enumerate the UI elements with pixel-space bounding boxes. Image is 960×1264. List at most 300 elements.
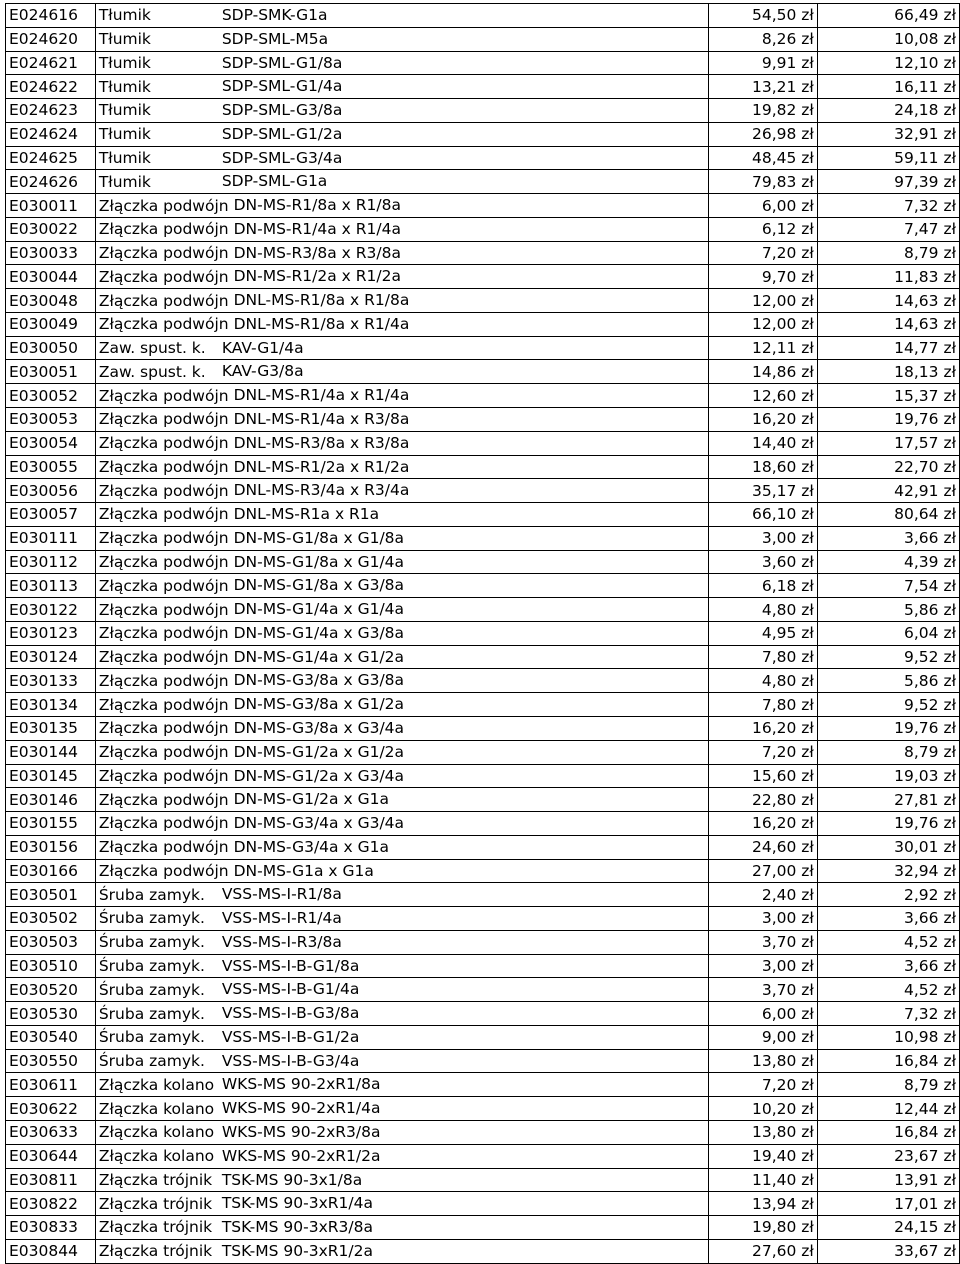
product-name: Złączka podwójn bbox=[98, 410, 229, 429]
product-code-cell: E030049 bbox=[6, 312, 96, 336]
table-row bbox=[6, 312, 960, 336]
gross-price-cell: 3,66 zł bbox=[817, 907, 959, 931]
product-model: VSS-MS-I-R3/8a bbox=[221, 932, 342, 951]
product-code-cell: E030011 bbox=[6, 194, 96, 218]
gross-price-cell: 80,64 zł bbox=[817, 503, 959, 527]
product-code-cell: E030503 bbox=[6, 930, 96, 954]
gross-price-cell: 32,91 zł bbox=[817, 122, 959, 146]
net-price-cell: 3,70 zł bbox=[709, 978, 818, 1002]
product-code-cell: E024625 bbox=[6, 146, 96, 170]
product-name: Złączka podwójn bbox=[98, 576, 229, 595]
product-code-cell: E030051 bbox=[6, 360, 96, 384]
product-model: DNL-MS-R3/8a x R3/8a bbox=[233, 433, 410, 452]
product-name: Złączka podwójn bbox=[98, 220, 229, 239]
product-code-cell: E030540 bbox=[6, 1025, 96, 1049]
product-name: Tłumik bbox=[98, 6, 151, 25]
product-description-cell bbox=[95, 1216, 708, 1240]
product-name: Złączka podwójn bbox=[98, 315, 229, 334]
product-code-cell: E030644 bbox=[6, 1144, 96, 1168]
table-row bbox=[6, 1192, 960, 1216]
net-price-cell: 16,20 zł bbox=[709, 812, 818, 836]
table-row bbox=[6, 669, 960, 693]
net-price-cell: 2,40 zł bbox=[709, 883, 818, 907]
table-row bbox=[6, 479, 960, 503]
net-price-cell: 12,11 zł bbox=[709, 336, 818, 360]
product-name: Złączka podwójn bbox=[98, 386, 229, 405]
net-price-cell: 14,40 zł bbox=[709, 431, 818, 455]
product-name: Śruba zamyk. bbox=[98, 1028, 205, 1047]
product-name: Tłumik bbox=[98, 53, 151, 72]
net-price-cell: 9,00 zł bbox=[709, 1025, 818, 1049]
gross-price-cell: 10,08 zł bbox=[817, 27, 959, 51]
gross-price-cell: 66,49 zł bbox=[817, 4, 959, 28]
net-price-cell: 4,95 zł bbox=[709, 621, 818, 645]
product-model: DNL-MS-R1/8a x R1/8a bbox=[233, 291, 410, 310]
gross-price-cell: 9,52 zł bbox=[817, 693, 959, 717]
net-price-cell: 16,20 zł bbox=[709, 716, 818, 740]
gross-price-cell: 16,11 zł bbox=[817, 75, 959, 99]
product-description-cell bbox=[95, 360, 708, 384]
product-model: VSS-MS-I-B-G1/4a bbox=[221, 980, 360, 999]
net-price-cell: 22,80 zł bbox=[709, 788, 818, 812]
product-description-cell bbox=[95, 289, 708, 313]
table-row bbox=[6, 621, 960, 645]
product-code-cell: E030166 bbox=[6, 859, 96, 883]
net-price-cell: 4,80 zł bbox=[709, 598, 818, 622]
table-row bbox=[6, 716, 960, 740]
product-model: KAV-G1/4a bbox=[221, 338, 304, 357]
product-description-cell bbox=[95, 75, 708, 99]
product-code-cell: E030055 bbox=[6, 455, 96, 479]
product-model: SDP-SML-G3/8a bbox=[221, 101, 343, 120]
product-code-cell: E030113 bbox=[6, 574, 96, 598]
product-description-cell bbox=[95, 669, 708, 693]
product-name: Złączka podwójn bbox=[98, 244, 229, 263]
net-price-cell: 3,70 zł bbox=[709, 930, 818, 954]
product-code-cell: E030112 bbox=[6, 550, 96, 574]
product-model: VSS-MS-I-R1/4a bbox=[221, 909, 342, 928]
table-row bbox=[6, 265, 960, 289]
table-row bbox=[6, 51, 960, 75]
table-row bbox=[6, 4, 960, 28]
product-description-cell bbox=[95, 217, 708, 241]
product-model: DN-MS-G1/4a x G1/2a bbox=[233, 647, 405, 666]
gross-price-cell: 14,63 zł bbox=[817, 289, 959, 313]
net-price-cell: 27,00 zł bbox=[709, 859, 818, 883]
product-name: Złączka kolano bbox=[98, 1099, 215, 1118]
net-price-cell: 12,00 zł bbox=[709, 312, 818, 336]
product-description-cell bbox=[95, 740, 708, 764]
product-description-cell bbox=[95, 574, 708, 598]
product-model: TSK-MS 90-3xR1/2a bbox=[221, 1241, 373, 1260]
gross-price-cell: 7,32 zł bbox=[817, 1002, 959, 1026]
table-row bbox=[6, 99, 960, 123]
product-description-cell bbox=[95, 550, 708, 574]
net-price-cell: 12,00 zł bbox=[709, 289, 818, 313]
product-code-cell: E030050 bbox=[6, 336, 96, 360]
product-name: Śruba zamyk. bbox=[98, 885, 205, 904]
product-code-cell: E030123 bbox=[6, 621, 96, 645]
gross-price-cell: 12,10 zł bbox=[817, 51, 959, 75]
product-name: Złączka podwójn bbox=[98, 695, 229, 714]
product-code-cell: E030622 bbox=[6, 1097, 96, 1121]
product-model: DN-MS-G3/4a x G3/4a bbox=[233, 814, 405, 833]
net-price-cell: 11,40 zł bbox=[709, 1168, 818, 1192]
net-price-cell: 19,40 zł bbox=[709, 1144, 818, 1168]
product-model: DNL-MS-R1/8a x R1/4a bbox=[233, 314, 410, 333]
product-description-cell bbox=[95, 764, 708, 788]
table-row bbox=[6, 360, 960, 384]
product-description-cell bbox=[95, 503, 708, 527]
table-row bbox=[6, 146, 960, 170]
net-price-cell: 3,60 zł bbox=[709, 550, 818, 574]
table-row bbox=[6, 289, 960, 313]
product-model: DN-MS-G3/8a x G1/2a bbox=[233, 695, 405, 714]
product-description-cell bbox=[95, 479, 708, 503]
product-model: DN-MS-G3/4a x G1a bbox=[233, 837, 389, 856]
product-name: Zaw. spust. k. bbox=[98, 362, 206, 381]
product-name: Śruba zamyk. bbox=[98, 957, 205, 975]
product-model: TSK-MS 90-3x1/8a bbox=[221, 1170, 363, 1189]
table-row bbox=[6, 170, 960, 194]
table-row bbox=[6, 455, 960, 479]
net-price-cell: 13,94 zł bbox=[709, 1192, 818, 1216]
product-code-cell: E030501 bbox=[6, 883, 96, 907]
product-description-cell bbox=[95, 788, 708, 812]
product-model: TSK-MS 90-3xR1/4a bbox=[221, 1194, 373, 1213]
product-model: DNL-MS-R1/2a x R1/2a bbox=[233, 457, 410, 476]
product-code-cell: E030122 bbox=[6, 598, 96, 622]
product-name: Złączka podwójn bbox=[98, 434, 229, 453]
product-description-cell bbox=[95, 455, 708, 479]
product-model: DNL-MS-R3/4a x R3/4a bbox=[233, 481, 410, 500]
product-description-cell bbox=[95, 4, 708, 28]
product-name: Złączka podwójn bbox=[98, 719, 229, 738]
gross-price-cell: 32,94 zł bbox=[817, 859, 959, 883]
net-price-cell: 10,20 zł bbox=[709, 1097, 818, 1121]
gross-price-cell: 18,13 zł bbox=[817, 360, 959, 384]
product-model: VSS-MS-I-R1/8a bbox=[221, 885, 342, 904]
table-row bbox=[6, 1120, 960, 1144]
table-row bbox=[6, 1168, 960, 1192]
table-row bbox=[6, 574, 960, 598]
table-row bbox=[6, 788, 960, 812]
product-code-cell: E024623 bbox=[6, 99, 96, 123]
product-model: KAV-G3/8a bbox=[221, 362, 304, 381]
product-description-cell bbox=[95, 241, 708, 265]
product-name: Złączka podwójn bbox=[98, 196, 229, 215]
product-name: Śruba zamyk. bbox=[98, 980, 205, 999]
product-name: Złączka kolano bbox=[98, 1147, 215, 1166]
product-model: DN-MS-G1/4a x G1/4a bbox=[233, 600, 405, 619]
gross-price-cell: 3,66 zł bbox=[817, 526, 959, 550]
product-description-cell bbox=[95, 51, 708, 75]
product-code-cell: E030052 bbox=[6, 384, 96, 408]
product-description-cell bbox=[95, 1097, 708, 1121]
product-description-cell bbox=[95, 384, 708, 408]
table-row bbox=[6, 122, 960, 146]
product-description-cell bbox=[95, 716, 708, 740]
product-model: DN-MS-R1/8a x R1/8a bbox=[233, 196, 401, 215]
price-table bbox=[5, 3, 960, 1264]
net-price-cell: 6,12 zł bbox=[709, 217, 818, 241]
product-description-cell bbox=[95, 812, 708, 836]
table-row bbox=[6, 408, 960, 432]
product-model: DN-MS-G1a x G1a bbox=[233, 861, 374, 880]
net-price-cell: 35,17 zł bbox=[709, 479, 818, 503]
product-model: WKS-MS 90-2xR1/4a bbox=[221, 1099, 381, 1118]
gross-price-cell: 11,83 zł bbox=[817, 265, 959, 289]
product-description-cell bbox=[95, 978, 708, 1002]
product-name: Złączka podwójn bbox=[98, 529, 229, 548]
product-model: DN-MS-G1/4a x G3/8a bbox=[233, 623, 405, 642]
product-code-cell: E030134 bbox=[6, 693, 96, 717]
product-name: Złączka trójnik bbox=[98, 1170, 213, 1189]
gross-price-cell: 5,86 zł bbox=[817, 669, 959, 693]
product-code-cell: E030133 bbox=[6, 669, 96, 693]
product-name: Złączka trójnik bbox=[98, 1194, 213, 1213]
gross-price-cell: 42,91 zł bbox=[817, 479, 959, 503]
net-price-cell: 48,45 zł bbox=[709, 146, 818, 170]
net-price-cell: 6,00 zł bbox=[709, 1002, 818, 1026]
product-description-cell bbox=[95, 1192, 708, 1216]
product-name: Złączka podwójn bbox=[98, 267, 229, 286]
gross-price-cell: 2,92 zł bbox=[817, 883, 959, 907]
gross-price-cell: 8,79 zł bbox=[817, 740, 959, 764]
product-code-cell: E030502 bbox=[6, 907, 96, 931]
product-model: DN-MS-G1/2a x G3/4a bbox=[233, 766, 405, 785]
product-description-cell bbox=[95, 312, 708, 336]
product-name: Tłumik bbox=[98, 172, 151, 191]
product-description-cell bbox=[95, 194, 708, 218]
product-model: TSK-MS 90-3xR3/8a bbox=[221, 1218, 373, 1237]
product-name: Złączka kolano bbox=[98, 1123, 215, 1142]
product-code-cell: E030111 bbox=[6, 526, 96, 550]
product-code-cell: E024621 bbox=[6, 51, 96, 75]
gross-price-cell: 7,32 zł bbox=[817, 194, 959, 218]
gross-price-cell: 5,86 zł bbox=[817, 598, 959, 622]
gross-price-cell: 4,39 zł bbox=[817, 550, 959, 574]
table-row bbox=[6, 859, 960, 883]
product-model: VSS-MS-I-B-G3/4a bbox=[221, 1051, 360, 1070]
product-description-cell bbox=[95, 835, 708, 859]
product-name: Tłumik bbox=[98, 125, 151, 144]
product-model: SDP-SML-G1/4a bbox=[221, 77, 343, 96]
product-model: VSS-MS-I-B-G1/8a bbox=[221, 956, 360, 975]
gross-price-cell: 19,76 zł bbox=[817, 716, 959, 740]
table-row bbox=[6, 907, 960, 931]
gross-price-cell: 19,76 zł bbox=[817, 812, 959, 836]
product-code-cell: E030156 bbox=[6, 835, 96, 859]
product-description-cell bbox=[95, 1049, 708, 1073]
product-description-cell bbox=[95, 526, 708, 550]
table-row bbox=[6, 1097, 960, 1121]
product-code-cell: E024624 bbox=[6, 122, 96, 146]
product-model: DN-MS-G3/8a x G3/8a bbox=[233, 671, 405, 690]
table-row bbox=[6, 503, 960, 527]
product-name: Złączka podwójn bbox=[98, 743, 229, 762]
gross-price-cell: 17,01 zł bbox=[817, 1192, 959, 1216]
product-model: VSS-MS-I-B-G3/8a bbox=[221, 1004, 360, 1023]
product-description-cell bbox=[95, 431, 708, 455]
net-price-cell: 66,10 zł bbox=[709, 503, 818, 527]
net-price-cell: 13,80 zł bbox=[709, 1049, 818, 1073]
table-row bbox=[6, 27, 960, 51]
gross-price-cell: 19,76 zł bbox=[817, 408, 959, 432]
gross-price-cell: 6,04 zł bbox=[817, 621, 959, 645]
net-price-cell: 3,00 zł bbox=[709, 526, 818, 550]
product-description-cell bbox=[95, 1120, 708, 1144]
product-description-cell bbox=[95, 1073, 708, 1097]
product-name: Śruba zamyk. bbox=[98, 1052, 205, 1071]
table-row bbox=[6, 883, 960, 907]
product-description-cell bbox=[95, 859, 708, 883]
product-description-cell bbox=[95, 336, 708, 360]
gross-price-cell: 22,70 zł bbox=[817, 455, 959, 479]
table-row bbox=[6, 930, 960, 954]
gross-price-cell: 19,03 zł bbox=[817, 764, 959, 788]
net-price-cell: 7,20 zł bbox=[709, 241, 818, 265]
product-name: Złączka podwójn bbox=[98, 838, 229, 857]
product-description-cell bbox=[95, 930, 708, 954]
product-code-cell: E030155 bbox=[6, 812, 96, 836]
gross-price-cell: 14,77 zł bbox=[817, 336, 959, 360]
product-name: Tłumik bbox=[98, 30, 151, 49]
gross-price-cell: 3,66 zł bbox=[817, 954, 959, 978]
net-price-cell: 3,00 zł bbox=[709, 907, 818, 931]
product-description-cell bbox=[95, 954, 708, 978]
product-code-cell: E030550 bbox=[6, 1049, 96, 1073]
gross-price-cell: 12,44 zł bbox=[817, 1097, 959, 1121]
product-code-cell: E024622 bbox=[6, 75, 96, 99]
gross-price-cell: 59,11 zł bbox=[817, 146, 959, 170]
table-row bbox=[6, 645, 960, 669]
table-row bbox=[6, 693, 960, 717]
gross-price-cell: 10,98 zł bbox=[817, 1025, 959, 1049]
product-name: Złączka trójnik bbox=[98, 1218, 213, 1237]
table-row bbox=[6, 812, 960, 836]
product-model: WKS-MS 90-2xR1/2a bbox=[221, 1146, 381, 1165]
table-row bbox=[6, 194, 960, 218]
net-price-cell: 8,26 zł bbox=[709, 27, 818, 51]
net-price-cell: 4,80 zł bbox=[709, 669, 818, 693]
table-row bbox=[6, 954, 960, 978]
table-row bbox=[6, 550, 960, 574]
product-description-cell bbox=[95, 146, 708, 170]
net-price-cell: 9,70 zł bbox=[709, 265, 818, 289]
product-description-cell bbox=[95, 1002, 708, 1026]
product-code-cell: E030053 bbox=[6, 408, 96, 432]
net-price-cell: 9,91 zł bbox=[709, 51, 818, 75]
product-description-cell bbox=[95, 265, 708, 289]
product-description-cell bbox=[95, 645, 708, 669]
price-table-body bbox=[6, 4, 960, 1264]
product-name: Zaw. spust. k. bbox=[98, 339, 206, 358]
gross-price-cell: 16,84 zł bbox=[817, 1049, 959, 1073]
product-model: DNL-MS-R1a x R1a bbox=[233, 505, 380, 524]
gross-price-cell: 14,63 zł bbox=[817, 312, 959, 336]
product-code-cell: E030056 bbox=[6, 479, 96, 503]
net-price-cell: 14,86 zł bbox=[709, 360, 818, 384]
net-price-cell: 27,60 zł bbox=[709, 1239, 818, 1263]
product-description-cell bbox=[95, 883, 708, 907]
product-model: DN-MS-R1/4a x R1/4a bbox=[233, 219, 401, 238]
product-name: Złączka podwójn bbox=[98, 671, 229, 690]
product-code-cell: E030144 bbox=[6, 740, 96, 764]
table-row bbox=[6, 1025, 960, 1049]
product-name: Złączka podwójn bbox=[98, 814, 229, 833]
product-model: SDP-SML-G1a bbox=[221, 172, 328, 191]
product-description-cell bbox=[95, 99, 708, 123]
product-description-cell bbox=[95, 27, 708, 51]
product-code-cell: E030633 bbox=[6, 1120, 96, 1144]
product-code-cell: E030844 bbox=[6, 1239, 96, 1263]
table-row bbox=[6, 384, 960, 408]
product-description-cell bbox=[95, 1144, 708, 1168]
product-model: DN-MS-G1/2a x G1a bbox=[233, 790, 389, 809]
net-price-cell: 19,80 zł bbox=[709, 1216, 818, 1240]
table-row bbox=[6, 598, 960, 622]
net-price-cell: 3,00 zł bbox=[709, 954, 818, 978]
product-model: DN-MS-G3/8a x G3/4a bbox=[233, 718, 405, 737]
product-code-cell: E030510 bbox=[6, 954, 96, 978]
gross-price-cell: 4,52 zł bbox=[817, 930, 959, 954]
product-model: DN-MS-G1/8a x G1/4a bbox=[233, 552, 405, 571]
net-price-cell: 16,20 zł bbox=[709, 408, 818, 432]
product-description-cell bbox=[95, 170, 708, 194]
product-model: DN-MS-G1/2a x G1/2a bbox=[233, 742, 405, 761]
net-price-cell: 26,98 zł bbox=[709, 122, 818, 146]
table-row bbox=[6, 1073, 960, 1097]
net-price-cell: 7,20 zł bbox=[709, 1073, 818, 1097]
product-code-cell: E030033 bbox=[6, 241, 96, 265]
table-row bbox=[6, 1002, 960, 1026]
product-name: Złączka podwójn bbox=[98, 481, 229, 500]
product-code-cell: E030611 bbox=[6, 1073, 96, 1097]
product-name: Złączka podwójn bbox=[98, 648, 229, 667]
product-model: DN-MS-R1/2a x R1/2a bbox=[233, 267, 401, 286]
table-row bbox=[6, 217, 960, 241]
product-code-cell: E030520 bbox=[6, 978, 96, 1002]
net-price-cell: 6,00 zł bbox=[709, 194, 818, 218]
product-name: Złączka podwójn bbox=[98, 790, 229, 809]
product-name: Złączka podwójn bbox=[98, 552, 229, 571]
gross-price-cell: 24,18 zł bbox=[817, 99, 959, 123]
product-model: DNL-MS-R1/4a x R3/8a bbox=[233, 410, 410, 429]
product-code-cell: E030811 bbox=[6, 1168, 96, 1192]
net-price-cell: 7,80 zł bbox=[709, 693, 818, 717]
product-model: SDP-SML-M5a bbox=[221, 29, 329, 48]
product-model: DN-MS-R3/8a x R3/8a bbox=[233, 243, 401, 262]
product-code-cell: E030048 bbox=[6, 289, 96, 313]
table-row bbox=[6, 75, 960, 99]
product-description-cell bbox=[95, 122, 708, 146]
product-model: DN-MS-G1/8a x G1/8a bbox=[233, 528, 405, 547]
product-code-cell: E024626 bbox=[6, 170, 96, 194]
table-row bbox=[6, 431, 960, 455]
product-description-cell bbox=[95, 621, 708, 645]
gross-price-cell: 23,67 zł bbox=[817, 1144, 959, 1168]
gross-price-cell: 33,67 zł bbox=[817, 1239, 959, 1263]
table-row bbox=[6, 526, 960, 550]
product-code-cell: E030135 bbox=[6, 716, 96, 740]
gross-price-cell: 24,15 zł bbox=[817, 1216, 959, 1240]
product-name: Tłumik bbox=[98, 77, 151, 96]
gross-price-cell: 8,79 zł bbox=[817, 1073, 959, 1097]
gross-price-cell: 7,54 zł bbox=[817, 574, 959, 598]
product-model: SDP-SML-G1/2a bbox=[221, 124, 343, 143]
net-price-cell: 15,60 zł bbox=[709, 764, 818, 788]
